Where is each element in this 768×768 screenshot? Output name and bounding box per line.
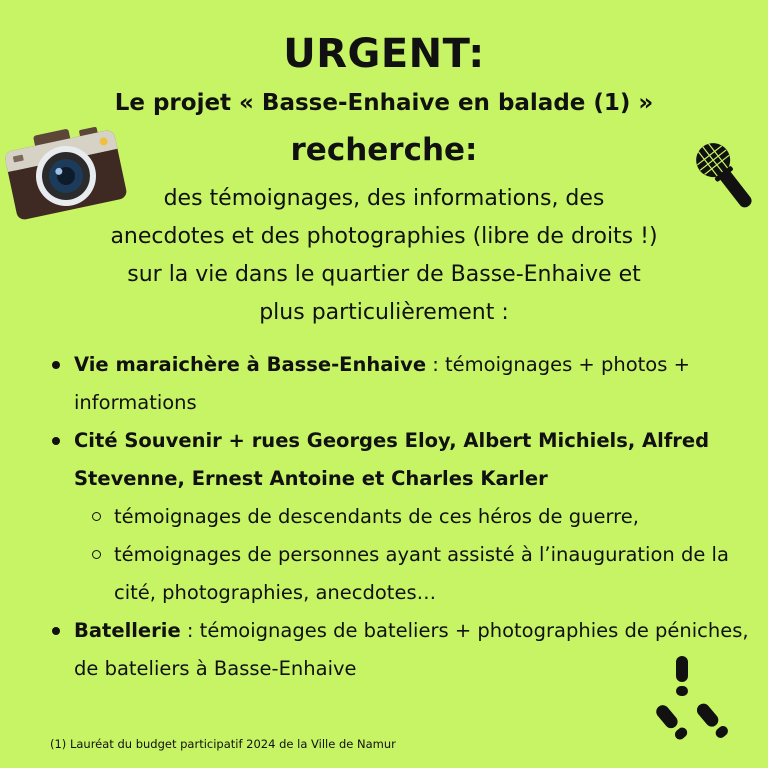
item-detail: : témoignages + photos + informations <box>74 353 690 414</box>
item-title: Vie maraichère à Basse-Enhaive <box>74 353 427 376</box>
topics-list <box>48 346 754 688</box>
bullet-icon <box>52 627 60 635</box>
list-item <box>48 346 754 422</box>
camera-icon <box>2 120 130 228</box>
bullet-icon <box>52 437 60 445</box>
item-detail: : témoignages de bateliers + photographies de péniches, de bateliers à Basse-Enhaive <box>74 619 749 680</box>
ring-bullet-icon <box>92 550 101 559</box>
intro-text <box>60 180 708 332</box>
search-heading: recherche: <box>290 132 478 168</box>
sub-list-item <box>48 498 754 536</box>
footnote: (1) Lauréat du budget participatif 2024 de la Ville de Namur <box>50 737 396 751</box>
intro-line: sur la vie dans le quartier de Basse-Enhaive et <box>127 262 641 287</box>
bullet-icon <box>52 361 60 369</box>
microphone-icon <box>690 138 762 224</box>
footprints-icon <box>648 652 740 748</box>
intro-line: plus particulièrement : <box>259 300 509 325</box>
sub-item-text: témoignages de descendants de ces héros de guerre, <box>114 505 639 528</box>
item-title: Cité Souvenir + rues Georges Eloy, Albert Michiels, Alfred Stevenne, Ernest Antoine et Charles Karler <box>74 429 710 490</box>
list-item <box>48 422 754 498</box>
sub-item-text: témoignages de personnes ayant assisté à l’inauguration de la cité, photographies, anecdotes… <box>114 543 729 604</box>
intro-line: des témoignages, des informations, des <box>163 186 605 211</box>
intro-line: anecdotes et des photographies (libre de droits !) <box>110 224 658 249</box>
sub-list-item <box>48 536 754 612</box>
project-subtitle: Le projet « Basse-Enhaive en balade (1) » <box>114 90 654 116</box>
ring-bullet-icon <box>92 512 101 521</box>
item-title: Batellerie <box>74 619 181 642</box>
page-title: URGENT: <box>283 31 485 77</box>
